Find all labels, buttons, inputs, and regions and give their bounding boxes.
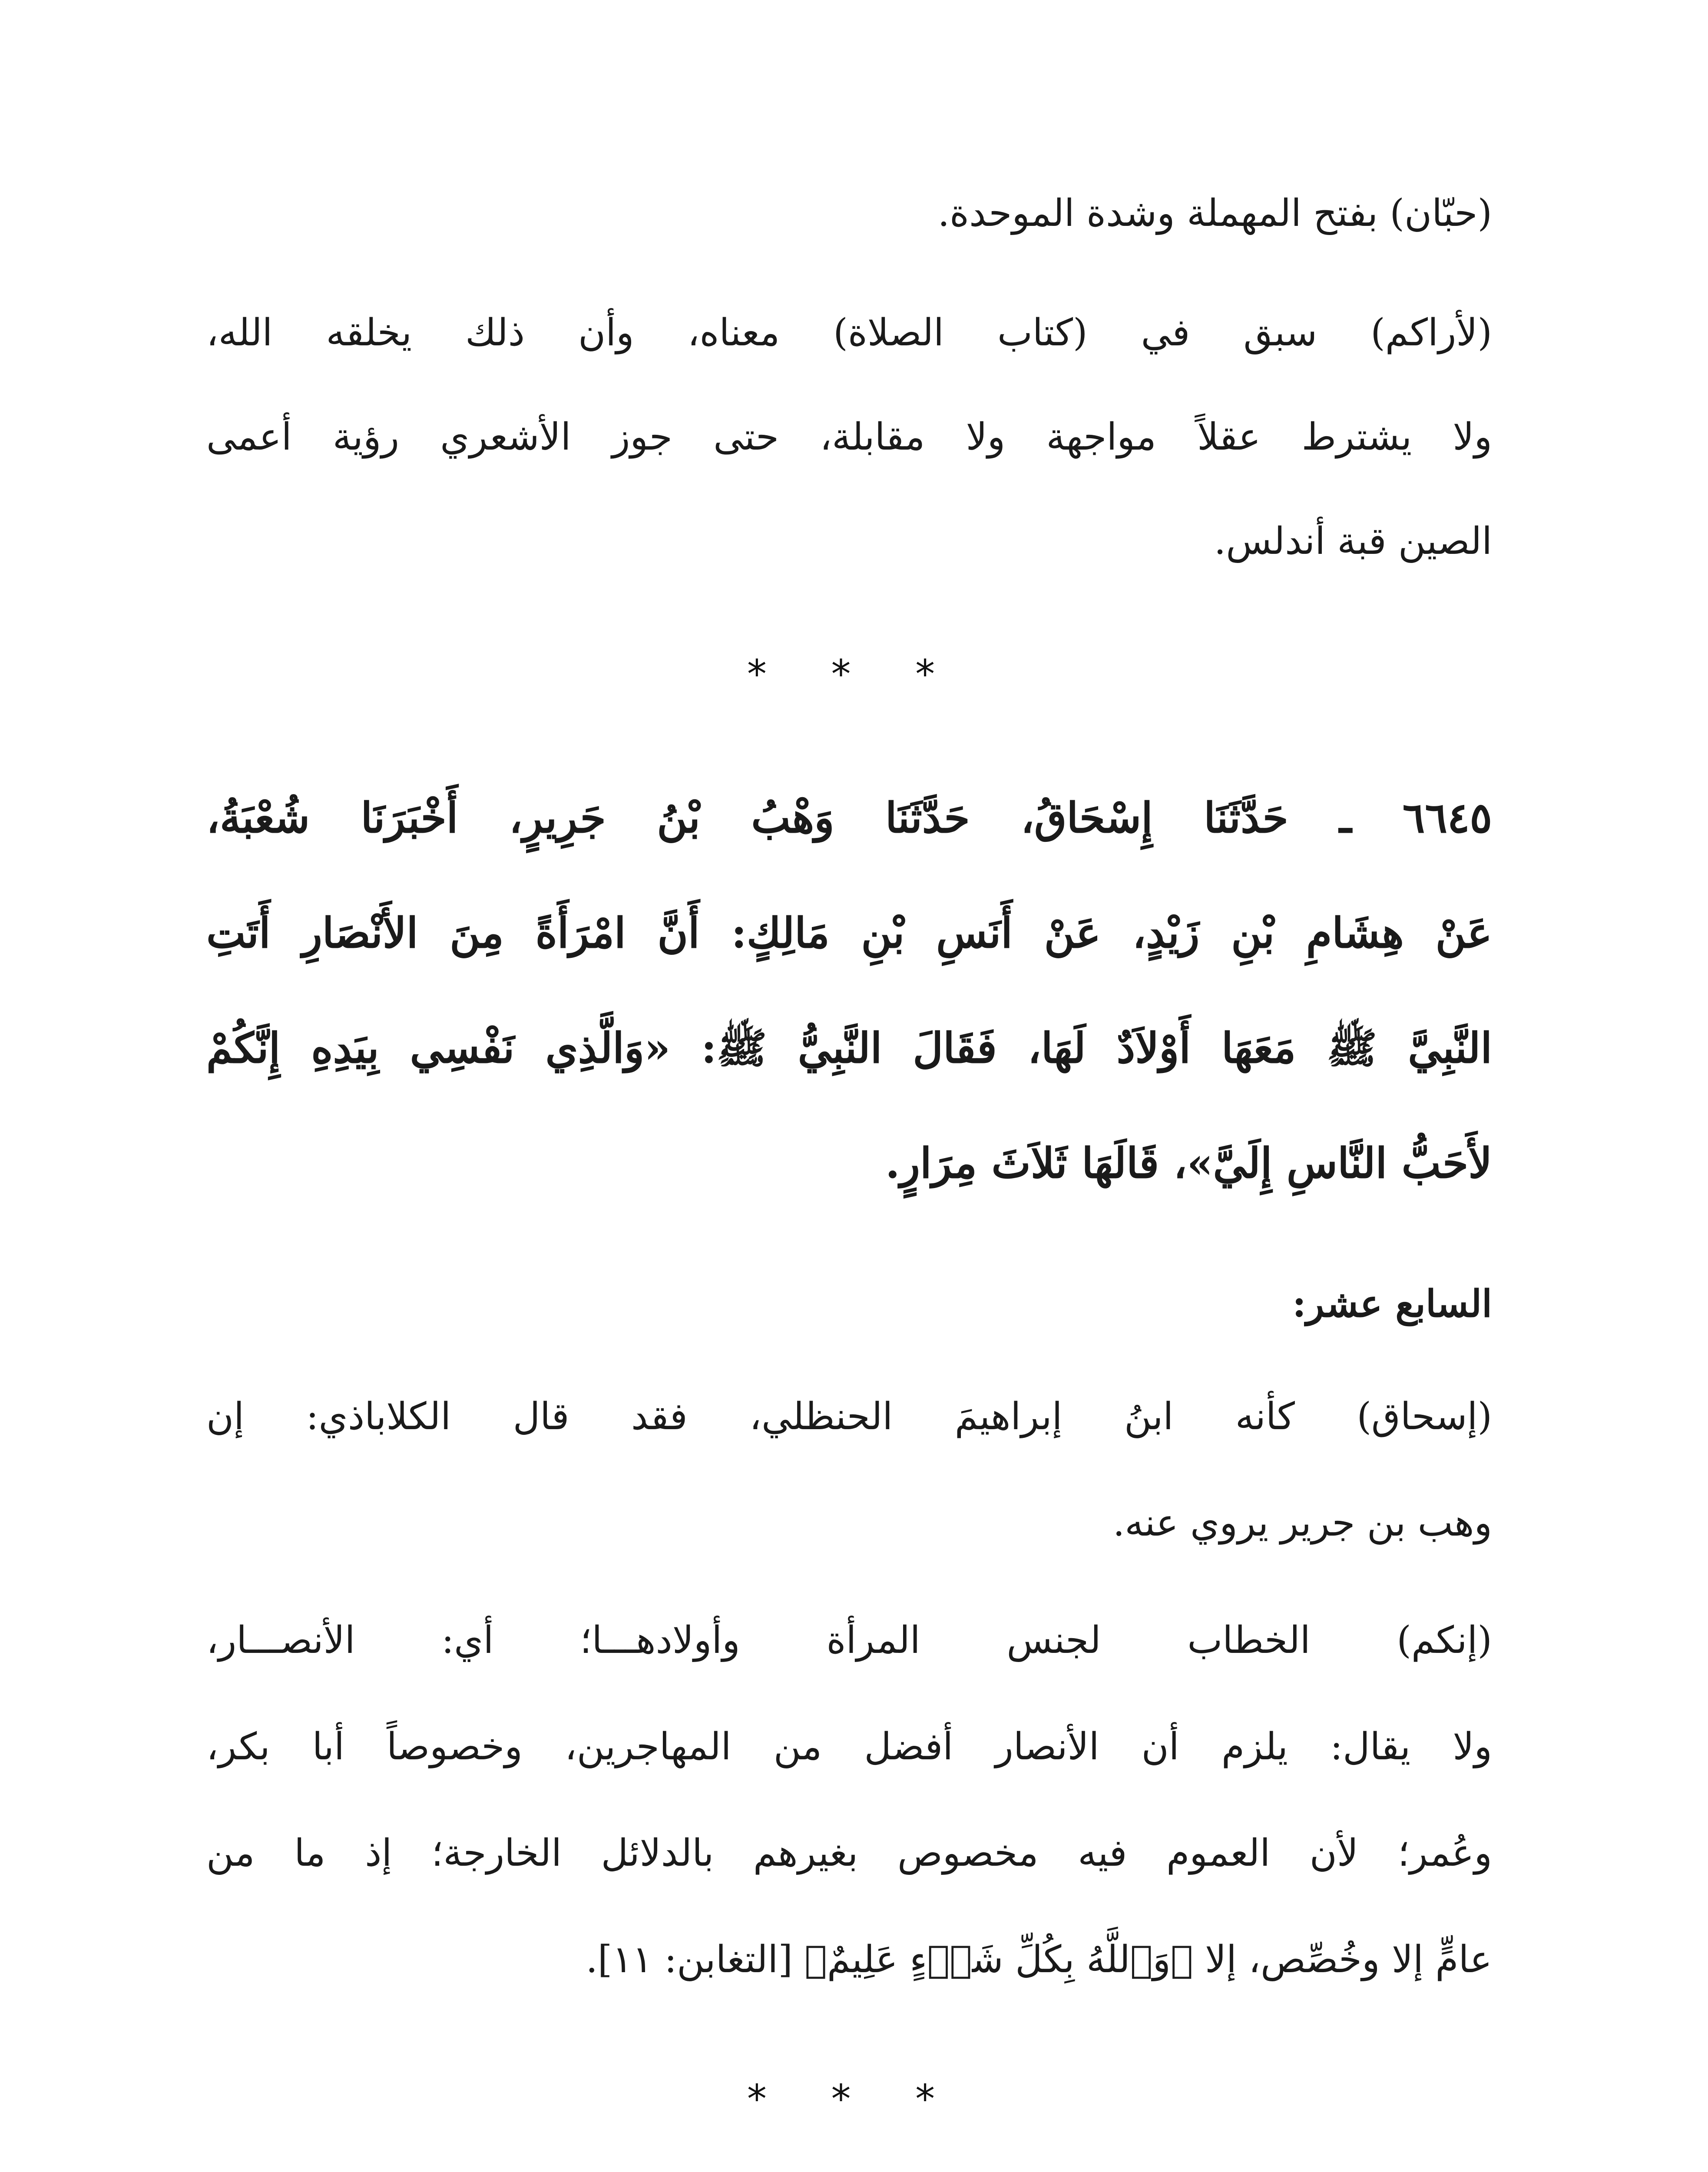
hadith-line: لأَحَبُّ النَّاسِ إِلَيَّ»، قَالَهَا ثَلاَثَ مِرَارٍ. xyxy=(885,1139,1492,1188)
text-line: وعُمر؛ لأن العموم فيه مخصوص بغيرهم بالدلائل الخارجة؛ إذ ما من xyxy=(206,1831,1492,1875)
hadith-line: ٦٦٤٥ ـ حَدَّثَنَا إِسْحَاقُ، حَدَّثَنَا وَهْبُ بْنُ جَرِيرٍ، أَخْبَرَنَا شُعْبَةُ، xyxy=(206,793,1493,842)
text-line: (إسحاق) كأنه ابنُ إبراهيمَ الحنظلي، فقد قال الكلاباذي: إن xyxy=(206,1395,1492,1438)
text-line: عامٍّ إلا وخُصِّص، إلا ﴿وَٱللَّهُ بِكُلِّ شَىۡءٍ عَلِيمٌ﴾ [التغابن: ١١]. xyxy=(586,1938,1492,1981)
section-heading: السابع عشر: xyxy=(1292,1282,1492,1326)
text-line: (إنكم) الخطاب لجنس المرأة وأولادهـــا؛ أي: الأنصـــار، xyxy=(206,1619,1492,1662)
text-line: الصين قبة أندلس. xyxy=(1214,520,1492,563)
text-line: ولا يقال: يلزم أن الأنصار أفضل من المهاجرين، وخصوصاً أبا بكر، xyxy=(206,1725,1492,1768)
text-line: (حبّان) بفتح المهملة وشدة الموحدة. xyxy=(937,192,1492,235)
text-line: ولا يشترط عقلاً مواجهة ولا مقابلة، حتى جوز الأشعري رؤية أعمى xyxy=(206,415,1492,459)
text-line: وهب بن جرير يروي عنه. xyxy=(1112,1501,1492,1545)
section-separator: * * * xyxy=(747,2076,961,2122)
hadith-line: عَنْ هِشَامِ بْنِ زَيْدٍ، عَنْ أَنَسِ بْنِ مَالِكٍ: أَنَّ امْرَأَةً مِنَ الأَنْصَارِ أَتَتِ xyxy=(206,908,1492,957)
hadith-line: النَّبِيَّ ﷺ مَعَهَا أَوْلاَدٌ لَهَا، فَقَالَ النَّبِيُّ ﷺ: «وَالَّذِي نَفْسِي بِيَدِهِ إِنَّكُمْ xyxy=(206,1023,1493,1073)
text-line: (لأراكم) سبق في (كتاب الصلاة) معناه، وأن ذلك يخلقه الله، xyxy=(206,311,1492,354)
section-separator: * * * xyxy=(747,652,961,697)
